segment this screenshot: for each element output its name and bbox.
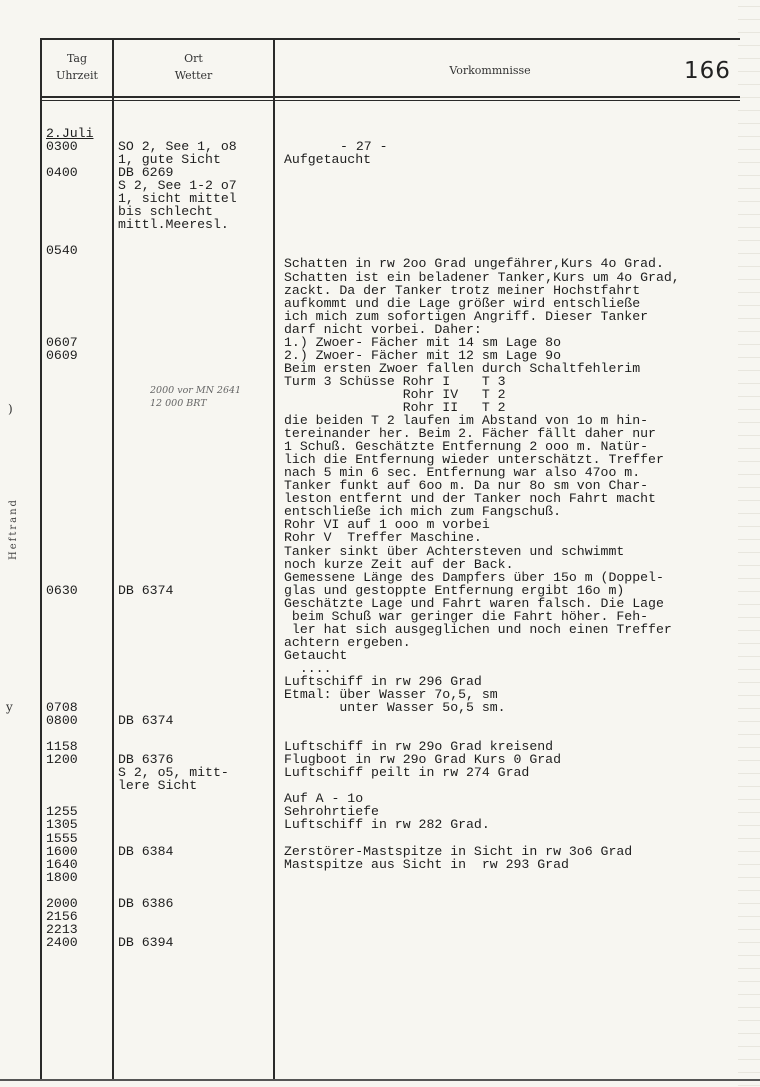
- place-entry: S 2, o5, mitt-: [118, 765, 229, 781]
- time-entry: [46, 610, 112, 623]
- place-entry: [118, 675, 273, 688]
- place-entry: [118, 271, 273, 284]
- time-entry: 0400: [46, 165, 78, 181]
- event-line: entschließe ich mich zum Fangschuß.: [284, 504, 561, 520]
- event-line: Luftschiff in rw 296 Grad: [284, 673, 482, 689]
- event-line: noch kurze Zeit auf der Back.: [284, 556, 514, 572]
- event-line: darf nicht vorbei. Daher:: [284, 321, 482, 337]
- time-entry: [46, 597, 112, 610]
- place-weather-column: [118, 127, 273, 949]
- time-entry: [46, 636, 112, 649]
- divider-time-place: [112, 38, 114, 1079]
- time-entry: [46, 401, 112, 414]
- place-entry: [118, 923, 273, 936]
- time-entry: [46, 218, 112, 231]
- place-entry: DB 6384: [118, 843, 174, 859]
- header-ort: Ort: [184, 52, 203, 65]
- place-entry: [118, 910, 273, 923]
- time-entry: 2.Juli: [46, 126, 94, 141]
- event-line: Sehrohrtiefe: [284, 804, 379, 820]
- place-entry: DB 6374: [118, 713, 174, 729]
- event-line: unter Wasser 5o,5 sm.: [284, 700, 506, 716]
- place-entry: [118, 492, 273, 505]
- time-entry: [46, 375, 112, 388]
- margin-mark-paren: ): [8, 402, 13, 416]
- event-line: Luftschiff in rw 29o Grad kreisend: [284, 739, 554, 755]
- time-entry: [46, 179, 112, 192]
- time-entry: [46, 466, 112, 479]
- time-entry: [46, 388, 112, 401]
- event-line: beim Schuß war geringer die Fahrt höher. Feh-: [284, 608, 649, 624]
- place-entry: [118, 818, 273, 831]
- time-entry: [46, 505, 112, 518]
- place-entry: DB 6394: [118, 934, 174, 950]
- time-entry: [46, 662, 112, 675]
- place-entry: [118, 805, 273, 818]
- event-line: Schatten ist ein beladener Tanker,Kurs um 4o Grad,: [284, 269, 680, 285]
- handwritten-line: 2000 vor MN 2641: [150, 385, 242, 396]
- event-line: Luftschiff peilt in rw 274 Grad: [284, 765, 530, 781]
- place-entry: [118, 571, 273, 584]
- place-entry: lere Sicht: [118, 778, 198, 794]
- event-line: nach 5 min 6 sec. Entfernung war also 47oo m.: [284, 465, 641, 481]
- time-entry: 0708: [46, 700, 78, 716]
- place-entry: [118, 505, 273, 518]
- place-entry: [118, 349, 273, 362]
- time-entry: 1200: [46, 752, 78, 768]
- header-bottom-rule: [40, 96, 740, 98]
- place-entry: [118, 323, 273, 336]
- event-line: Rohr V Treffer Maschine.: [284, 530, 482, 546]
- header-uhrzeit: Uhrzeit: [56, 69, 98, 82]
- place-entry: [118, 545, 273, 558]
- page-number: 166: [684, 58, 731, 84]
- time-entry: [46, 192, 112, 205]
- time-entry: [46, 766, 112, 779]
- event-line: Flugboot in rw 29o Grad Kurs 0 Grad: [284, 752, 561, 768]
- place-entry: [118, 310, 273, 323]
- place-entry: [118, 362, 273, 375]
- time-entry: 0630: [46, 582, 78, 598]
- event-line: [284, 192, 744, 205]
- event-line: Etmal: über Wasser 7o,5, sm: [284, 687, 498, 703]
- time-entry: [46, 492, 112, 505]
- place-entry: [118, 244, 273, 257]
- time-entry: 1555: [46, 830, 78, 846]
- place-entry: [118, 427, 273, 440]
- time-entry: [46, 414, 112, 427]
- place-entry: bis schlecht: [118, 204, 213, 220]
- time-column: [46, 127, 112, 949]
- time-entry: [46, 675, 112, 688]
- event-line: Gemessene Länge des Dampfers über 15o m (Doppel-: [284, 569, 664, 585]
- divider-place-events: [273, 38, 275, 1079]
- event-line: Turm 3 Schüsse Rohr I T 3: [284, 373, 506, 389]
- header-bottom-rule-thin: [40, 100, 740, 101]
- time-entry: 1255: [46, 804, 78, 820]
- time-entry: [46, 558, 112, 571]
- time-entry: [46, 427, 112, 440]
- place-entry: [118, 297, 273, 310]
- time-entry: 2400: [46, 934, 78, 950]
- place-entry: S 2, See 1-2 o7: [118, 178, 237, 194]
- event-line: [284, 714, 744, 727]
- event-line: Aufgetaucht: [284, 152, 372, 168]
- place-entry: [118, 649, 273, 662]
- event-line: Auf A - 1o: [284, 791, 364, 807]
- event-line: Luftschiff in rw 282 Grad.: [284, 817, 490, 833]
- time-entry: [46, 362, 112, 375]
- time-entry: 1600: [46, 843, 78, 859]
- header-vorkommnisse: Vorkommnisse: [449, 64, 531, 77]
- time-entry: 0300: [46, 139, 78, 155]
- event-line: [284, 205, 744, 218]
- event-line: Rohr IV T 2: [284, 386, 506, 402]
- time-entry: 2156: [46, 908, 78, 924]
- event-line: Schatten in rw 2oo Grad ungefährer,Kurs 4o Grad.: [284, 256, 664, 272]
- time-entry: [46, 531, 112, 544]
- event-line: [284, 871, 744, 884]
- place-entry: [118, 871, 273, 884]
- place-entry: [118, 727, 273, 740]
- header-wetter: Wetter: [174, 69, 213, 82]
- place-entry: DB 6269: [118, 165, 174, 181]
- time-entry: [46, 323, 112, 336]
- place-entry: [118, 231, 273, 244]
- time-entry: [46, 205, 112, 218]
- time-entry: [46, 884, 112, 897]
- margin-label-heftrand: Heftrand: [8, 498, 19, 560]
- place-entry: [118, 479, 273, 492]
- place-entry: [118, 597, 273, 610]
- time-entry: [46, 571, 112, 584]
- header-col-events: [380, 62, 600, 79]
- event-line: Rohr II T 2: [284, 399, 506, 415]
- event-line: [284, 179, 744, 192]
- place-entry: [118, 662, 273, 675]
- event-line: achtern ergeben.: [284, 634, 411, 650]
- event-line: 1 Schuß. Geschätzte Entfernung 2 ooo m. Natür-: [284, 439, 649, 455]
- handwritten-note: [150, 384, 270, 410]
- event-line: Geschätzte Lage und Fahrt waren falsch. Die Lage: [284, 595, 664, 611]
- time-entry: 0800: [46, 713, 78, 729]
- event-line: ich mich zum sofortigen Angriff. Dieser Tanker: [284, 308, 649, 324]
- header-top-rule: [40, 38, 740, 40]
- time-entry: 0607: [46, 334, 78, 350]
- time-entry: 1158: [46, 739, 78, 755]
- place-entry: [118, 610, 273, 623]
- event-line: Rohr VI auf 1 ooo m vorbei: [284, 517, 490, 533]
- event-line: glas und gestoppte Entfernung ergibt 16o m): [284, 582, 625, 598]
- time-entry: [46, 518, 112, 531]
- place-entry: [118, 688, 273, 701]
- place-entry: [118, 453, 273, 466]
- event-line: ler hat sich ausgeglichen und noch einen Treffer: [284, 621, 672, 637]
- place-entry: SO 2, See 1, o8: [118, 139, 237, 155]
- place-entry: [118, 858, 273, 871]
- event-line: Zerstörer-Mastspitze in Sicht in rw 3o6 Grad: [284, 843, 633, 859]
- place-entry: [118, 558, 273, 571]
- place-entry: [118, 636, 273, 649]
- time-entry: [46, 623, 112, 636]
- event-line: [284, 166, 744, 179]
- place-entry: mittl.Meeresl.: [118, 217, 229, 233]
- event-line: [284, 832, 744, 845]
- place-entry: DB 6386: [118, 895, 174, 911]
- place-entry: DB 6374: [118, 582, 174, 598]
- time-entry: 2213: [46, 921, 78, 937]
- event-line: lich die Entfernung wieder unterschätzt. Treffer: [284, 452, 664, 468]
- header-col-place: [114, 50, 273, 84]
- event-line: Tanker funkt auf 6oo m. Da nur 8o sm von Char-: [284, 478, 649, 494]
- time-entry: [46, 440, 112, 453]
- scan-bottom-edge: [0, 1079, 760, 1081]
- event-line: [284, 218, 744, 231]
- place-entry: [118, 623, 273, 636]
- place-entry: [118, 440, 273, 453]
- time-entry: [46, 453, 112, 466]
- event-line: die beiden T 2 laufen im Abstand von 1o m hin-: [284, 413, 649, 429]
- margin-mark-y: y: [6, 700, 13, 714]
- event-line: leston entfernt und der Tanker noch Fahrt macht: [284, 491, 656, 507]
- time-entry: [46, 257, 112, 270]
- place-entry: DB 6376: [118, 752, 174, 768]
- place-entry: [118, 284, 273, 297]
- place-entry: [118, 792, 273, 805]
- time-entry: 1640: [46, 856, 78, 872]
- event-line: tereinander her. Beim 2. Fächer fällt daher nur: [284, 426, 656, 442]
- header-tag: Tag: [66, 52, 88, 65]
- event-line: Mastspitze aus Sicht in rw 293 Grad: [284, 856, 569, 872]
- place-entry: [118, 884, 273, 897]
- time-entry: 1305: [46, 817, 78, 833]
- time-entry: 0540: [46, 243, 78, 259]
- event-line: [284, 231, 744, 244]
- event-line: Getaucht: [284, 647, 348, 663]
- place-entry: [118, 414, 273, 427]
- event-line: ....: [284, 660, 332, 676]
- time-entry: [46, 271, 112, 284]
- time-entry: [46, 310, 112, 323]
- place-entry: [118, 336, 273, 349]
- event-line: aufkommt und die Lage größer wird entschließe: [284, 295, 641, 311]
- header-col-time: [42, 50, 112, 84]
- time-entry: [46, 479, 112, 492]
- time-entry: 2000: [46, 895, 78, 911]
- event-line: - 27 -: [340, 139, 388, 155]
- place-entry: [118, 518, 273, 531]
- time-entry: [46, 297, 112, 310]
- event-line: zackt. Da der Tanker trotz meiner Hochstfahrt: [284, 282, 641, 298]
- time-entry: [46, 649, 112, 662]
- place-entry: 1, gute Sicht: [118, 152, 221, 168]
- time-entry: 1800: [46, 869, 78, 885]
- time-entry: [46, 284, 112, 297]
- time-entry: 0609: [46, 347, 78, 363]
- events-column: [284, 127, 744, 884]
- event-line: Beim ersten Zwoer fallen durch Schaltfehlerim: [284, 360, 641, 376]
- place-entry: [118, 531, 273, 544]
- place-entry: [118, 466, 273, 479]
- time-entry: [46, 545, 112, 558]
- event-line: 1.) Zwoer- Fächer mit 14 sm Lage 8o: [284, 334, 561, 350]
- place-entry: [118, 832, 273, 845]
- event-line: Tanker sinkt über Achtersteven und schwimmt: [284, 543, 625, 559]
- handwritten-line: 12 000 BRT: [150, 398, 207, 409]
- place-entry: [118, 257, 273, 270]
- event-line: 2.) Zwoer- Fächer mit 12 sm Lage 9o: [284, 347, 561, 363]
- time-entry: [46, 779, 112, 792]
- left-border: [40, 38, 42, 1079]
- place-entry: 1, sicht mittel: [118, 191, 237, 207]
